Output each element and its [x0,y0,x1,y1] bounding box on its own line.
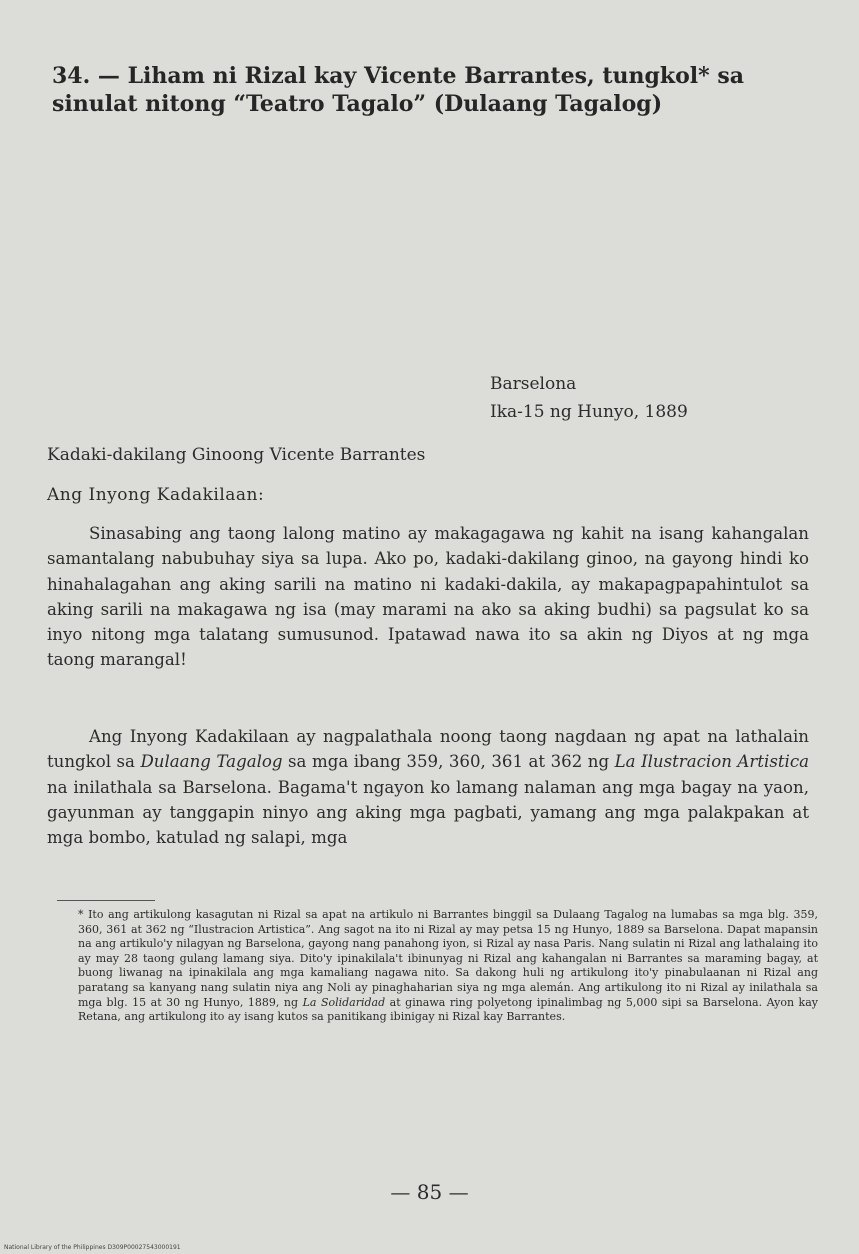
dateline [490,370,688,426]
paragraph-1: Sinasabing ang taong lalong matino ay makagagawa ng kahit na isang kahangalan samantalang nabubuhay siya sa lupa. Ako po, kadaki-dakilang ginoo, na gayong hindi ko hinahalagahan ang aking sarili na matino ni kadaki-dakila, ay makapagpapahintulot sa aking sarili na makagawa ng isa (may marami na ako sa aking budhi) sa pagsulat ko sa inyo nitong mga talatang sumusunod. Ipatawad nawa ito sa akin ng Diyos at ng mga taong marangal! [47,524,809,670]
letter-title: 34. — Liham ni Rizal kay Vicente Barrantes, tungkol* sa sinulat nitong “Teatro Tagalo” (Dulaang Tagalog) [52,63,744,117]
salutation: Kadaki-dakilang Ginoong Vicente Barrantes [47,445,426,465]
address-line: Ang Inyong Kadakilaan: [47,485,265,505]
date-line: Ika-15 ng Hunyo, 1889 [490,402,688,422]
footnote-divider [57,900,155,901]
page-number: — 85 — [390,1180,469,1204]
paragraph-2-italic-a: Dulaang Tagalog [140,752,283,772]
paragraph-2-text-a: Ang Inyong Kadakilaan ay nagpalathala noong taong nagdaan ng apat na lathalain tungkol sa [47,727,809,772]
paragraph-2-text-c: na inilathala sa Barselona. Bagama't ngayon ko lamang nalaman ang mga bagay na yaon, gayunman ay tanggapin ninyo ang aking mga pagbati, yamang ang mga palakpakan at mga bombo, katulad ng salapi, mga [47,777,809,848]
paragraph-2-italic-b: La Ilustracion Artistica [614,752,810,772]
footnote-italic: La Solidaridad [302,995,386,1009]
footnote-text-b: at ginawa ring polyetong ipinalimbag ng 5,000 sipi sa Barselona. Ayon kay Retana, ang artikulong ito ay isang kutos sa panitikang ibinigay ni Rizal kay Barrantes. [78,995,818,1024]
place-line: Barselona [490,374,577,394]
footnote-text-a: * Ito ang artikulong kasagutan ni Rizal sa apat na artikulo ni Barrantes binggil sa Dulaang Tagalog na lumabas sa mga blg. 359, 360, 361 at 362 ng “Ilustracion Artistica”. Ang sagot na ito ni Rizal ay may petsa 15 ng Hunyo, 1889 sa Barselona. Dapat mapansin na ang artikulo'y nilagyan ng Barselona, gayong nang panahong iyon, si Rizal ay nasa Paris. Nang sulatin ni Rizal ang lathalaing ito ay may 28 taong gulang lamang siya. Dito'y ipinakilala't ibinunyag ni Rizal ang kahangalan ni Barrantes sa maraming bagay, at buong liwanag na ipinakilala ang mga kamaliang nagawa nito. Sa dakong huli ng artikulong ito'y pinabulaanan ni Rizal ang paratang sa kanyang nang sulatin niya ang Noli ay pinaghaharian siya ng mga alemán. Ang artikulong ito ni Rizal ay inilathala sa mga blg. 15 at 30 ng Hunyo, 1889, ng [78,908,818,1009]
archive-footer: National Library of the Philippines D309P00027543000191 [4,1244,181,1251]
paragraph-2-text-b: sa mga ibang 359, 360, 361 at 362 ng [282,752,615,772]
paragraph-2 [47,724,809,850]
footnote [78,908,818,1025]
